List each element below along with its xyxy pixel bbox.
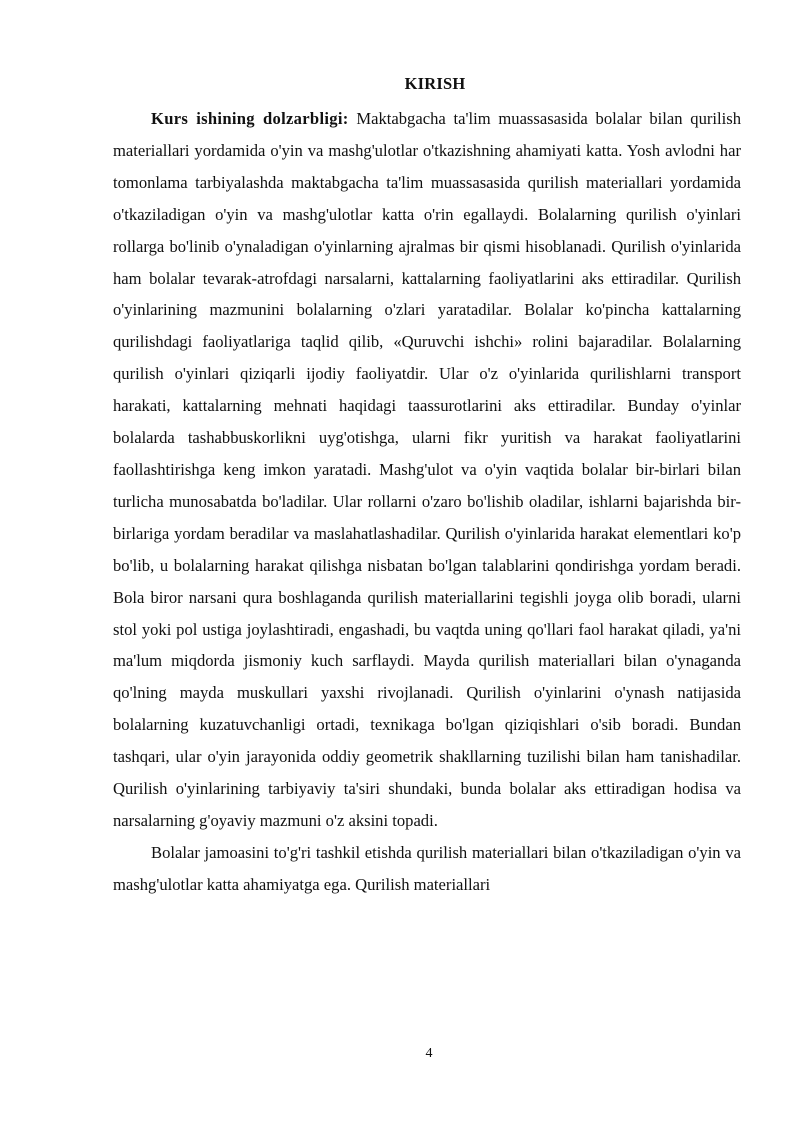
paragraph [113, 103, 741, 837]
page-title: KIRISH [404, 74, 466, 93]
page-number: 4 [425, 1046, 433, 1061]
paragraph [113, 837, 741, 901]
paragraph-lead: Kurs ishining dolzarbligi: [151, 109, 349, 128]
body-text [113, 103, 741, 901]
paragraph-text: Bolalar jamoasini to'g'ri tashkil etishda qurilish materiallari bilan o'tkaziladigan o'yin va mashg'ulotlar katta ahamiyatga ega. Qurilish materiallari [113, 842, 741, 894]
paragraph-text: Maktabgacha ta'lim muassasasida bolalar bilan qurilish materiallari yordamida o'yin va mashg'ulotlar o'tkazishning ahamiyati katta. Yosh avlodni har tomonlama tarbiyalashda maktabgacha ta'lim muassasasida qurilish materiallari yordamida o'tkaziladigan o'yin va mashg'ulotlar katta o'rin egallaydi. Bolalarning qurilish o'yinlari rollarga bo'linib o'ynaladigan o'yinlarning ajralmas bir qismi hisoblanadi. Qurilish o'yinlarida ham bolalar tevarak-atrofdagi narsalarni, kattalarning faoliyatlarini aks ettiradilar. Qurilish o'yinlarining mazmunini bolalarning o'zlari yaratadilar. Bolalar ko'pincha kattalarning qurilishdagi faoliyatlariga taqlid qilib, «Quruvchi ishchi» rolini bajaradilar. Bolalarning qurilish o'yinlari qiziqarli ijodiy faoliyatdir. Ular o'z o'yinlarida qurilishlarni transport harakati, kattalarning mehnati haqidagi taassurotlarini aks ettiradilar. Bunday o'yinlar bolalarda tashabbuskorlikni uyg'otishga, ularni fikr yuritish va harakat faoliyatlarini faollashtirishga keng imkon yaratadi. Mashg'ulot va o'yin vaqtida bolalar bir-birlari bilan turlicha munosabatda bo'ladilar. Ular rollarni o'zaro bo'lishib oladilar, ishlarni bajarishda bir-birlariga yordam beradilar va maslahatlashadilar. Qurilish o'yinlarida harakat elementlari ko'p bo'lib, u bolalarning harakat qilishga nisbatan bo'lgan talablarini qondirishga yordam beradi. Bola biror narsani qura boshlaganda qurilish materiallarini tegishli joyga olib boradi, ularni stol yoki pol ustiga joylashtiradi, engashadi, bu vaqtda uning qo'llari faol harakat qiladi, ya'ni ma'lum miqdorda jismoniy kuch sarflaydi. Mayda qurilish materiallari bilan o'ynaganda qo'lning mayda muskullari yaxshi rivojlanadi. Qurilish o'yinlarini o'ynash natijasida bolalarning kuzatuvchanligi ortadi, texnikaga bo'lgan qiziqishlari o'sib boradi. Bundan tashqari, ular o'yin jarayonida oddiy geometrik shakllarning tuzilishi bilan ham tanishadilar. Qurilish o'yinlarining tarbiyaviy ta'siri shundaki, bunda bolalar aks ettiradigan hodisa va narsalarning g'oyaviy mazmuni o'z aksini topadi. [113, 109, 742, 830]
